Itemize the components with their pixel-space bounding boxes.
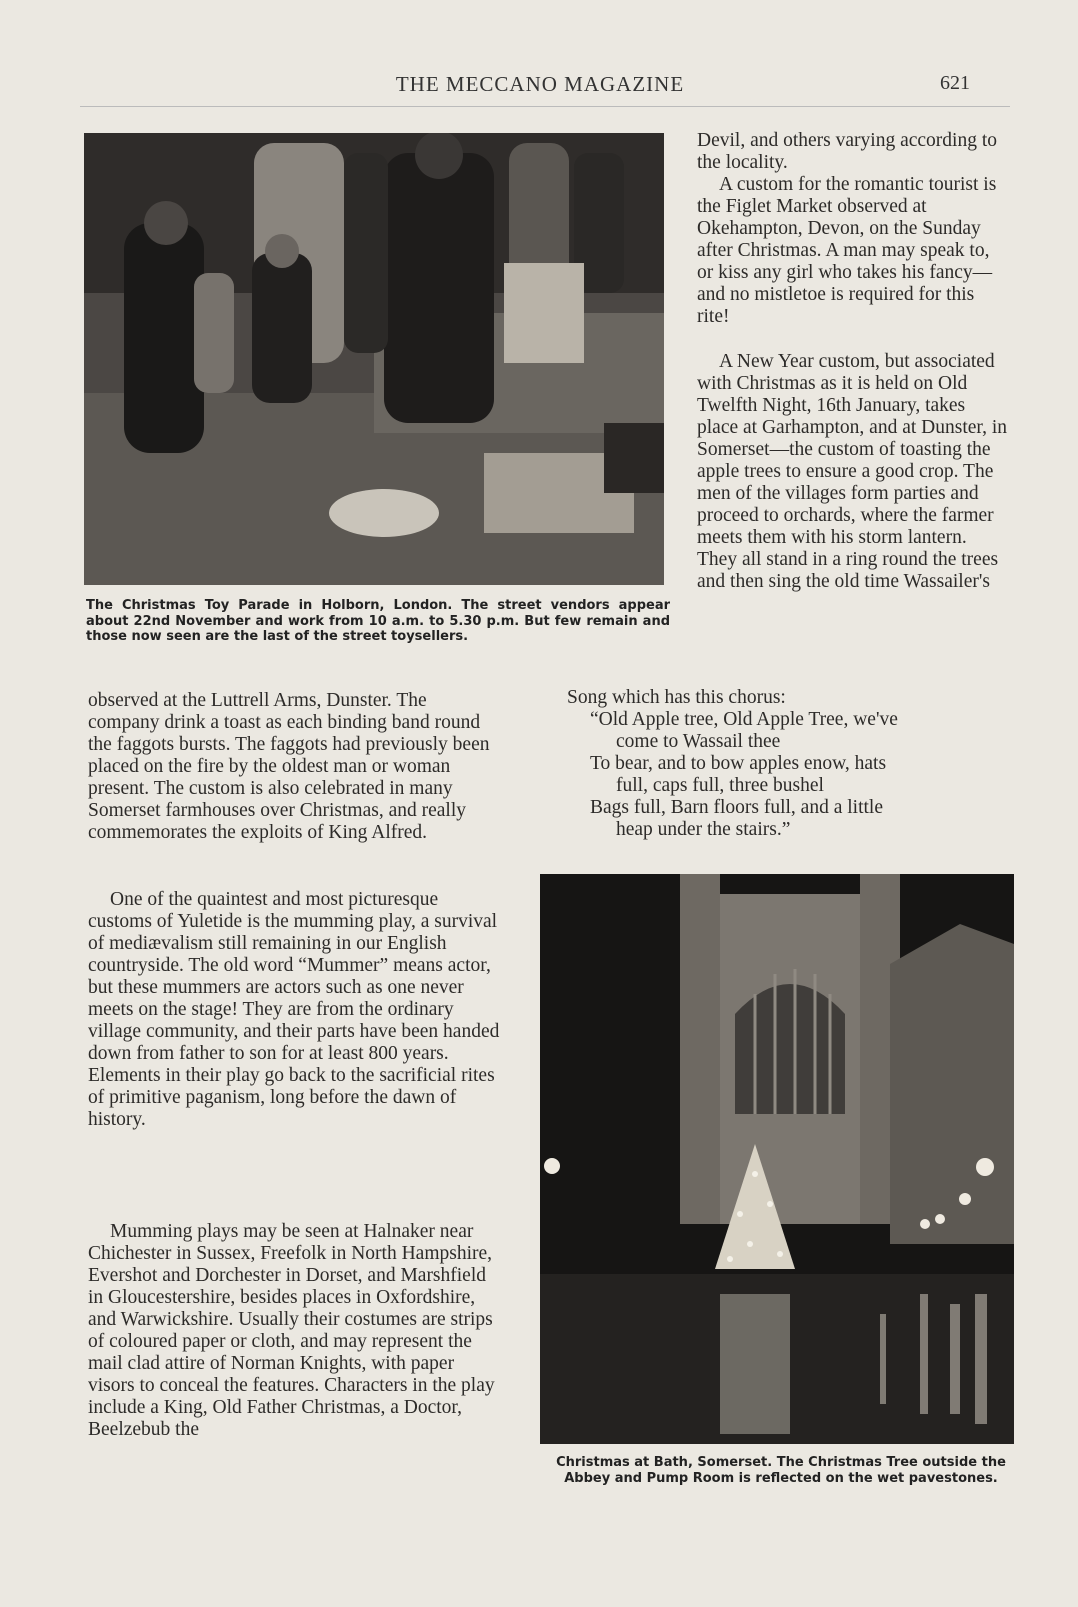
header-rule [80, 106, 1010, 107]
bath-caption: Christmas at Bath, Somerset. The Christmas Tree outside the Abbey and Pump Room is reflected on the wet pavestones. [556, 1455, 1006, 1486]
left-paragraph-2: One of the quaintest and most picturesque customs of Yuletide is the mumming play, a survival of mediævalism still remaining in our English countryside. The old word “Mummer” means actor, but these mummers are actors such as one never meets on the stage! They are from the ordinary village community, and their parts have been handed down from father to son for at least 800 years. Elements in their play go back to the sacrificial rites of primitive paganism, long before the dawn of history. [88, 889, 500, 1130]
magazine-title: THE MECCANO MAGAZINE [395, 72, 685, 96]
song-line: come to Wassail thee [616, 731, 781, 752]
song-line: Bags full, Barn floors full, and a little [590, 797, 883, 818]
song-line: full, caps full, three bushel [616, 775, 824, 796]
bath-abbey-illustration [540, 874, 1014, 1444]
song-intro: Song which has this chorus: [567, 687, 786, 708]
left-paragraph-1: observed at the Luttrell Arms, Dunster. The company drink a toast as each binding band round the faggots bursts. The faggots had previously been placed on the fire by the oldest man or woman present. The custom is also celebrated in many Somerset farmhouses over Christmas, and really commemorates the exploits of King Alfred. [88, 690, 490, 843]
right-paragraph-3: A New Year custom, but associated with Christmas as it is held on Old Twelfth Night, 16th January, takes place at Garhampton, and at Dunster, in Somerset—the custom of toasting the apple trees to ensure a good crop. The men of the villages form parties and proceed to orchards, where the farmer meets them with his storm lantern. They all stand in a ring round the trees and then sing the old time Wassailer's [697, 351, 1008, 592]
song-line: heap under the stairs.” [616, 819, 791, 840]
toy-parade-photo [84, 133, 664, 585]
toy-parade-illustration [84, 133, 664, 585]
right-paragraph-1: Devil, and others varying according to the locality. [697, 130, 997, 173]
right-paragraph-2: A custom for the romantic tourist is the Figlet Market observed at Okehampton, Devon, on the Sunday after Christmas. A man may speak to, or kiss any girl who takes his fancy—and no mistletoe is required for this rite! [697, 174, 997, 327]
page-number: 621 [940, 72, 970, 94]
song-line: To bear, and to bow apples enow, hats [590, 753, 887, 774]
toy-parade-caption: The Christmas Toy Parade in Holborn, London. The street vendors appear about 22nd November and work from 10 a.m. to 5.30 p.m. But few remain and those now seen are the last of the street toysellers. [86, 598, 670, 644]
left-paragraph-3: Mumming plays may be seen at Halnaker near Chichester in Sussex, Freefolk in North Hampshire, Evershot and Dorchester in Dorset, and Marshfield in Gloucestershire, besides places in Oxfordshire, and Warwickshire. Usually their costumes are strips of coloured paper or cloth, and may represent the mail clad attire of Norman Knights, with paper visors to conceal the features. Characters in the play include a King, Old Father Christmas, a Doctor, Beelzebub the [88, 1221, 495, 1440]
bath-abbey-photo [540, 874, 1014, 1444]
song-line: “Old Apple tree, Old Apple Tree, we've [590, 709, 898, 730]
